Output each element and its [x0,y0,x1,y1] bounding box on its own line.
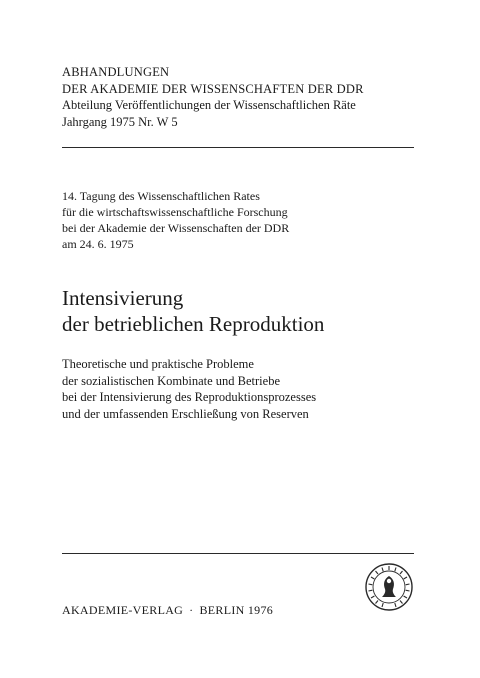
title-line-2: der betrieblichen Reproduktion [62,312,325,336]
subtitle-line-3: bei der Intensivierung des Reproduktionsprozesses [62,390,317,404]
top-divider [62,147,414,148]
title-line-1: Intensivierung [62,286,184,310]
publisher-separator: · [189,603,194,617]
subtitle-line-4: und der umfassenden Erschließung von Reserven [62,406,309,421]
publisher-seal-icon [364,562,414,612]
book-subtitle [62,356,316,422]
book-title [62,285,324,337]
meeting-info [62,188,289,252]
series-line-3: Abteilung Veröffentlichungen der Wissenschaftlichen Räte [62,98,356,112]
series-heading [62,64,364,130]
meeting-line-2: für die wirtschaftswissenschaftliche Forschung [62,205,288,219]
series-line-4: Jahrgang 1975 Nr. W 5 [62,114,178,129]
series-line-1: ABHANDLUNGEN [62,65,170,79]
publisher-place-year: BERLIN 1976 [199,603,274,617]
bottom-divider [62,553,414,554]
series-line-2: DER AKADEMIE DER WISSENSCHAFTEN DER DDR [62,81,364,96]
meeting-line-4: am 24. 6. 1975 [62,237,134,251]
publisher-line [62,602,273,618]
publisher-name: AKADEMIE-VERLAG [62,603,184,617]
meeting-line-1: 14. Tagung des Wissenschaftlichen Rates [62,189,260,203]
subtitle-line-1: Theoretische und praktische Probleme [62,357,254,371]
subtitle-line-2: der sozialistischen Kombinate und Betriebe [62,373,280,388]
meeting-line-3: bei der Akademie der Wissenschaften der DDR [62,221,290,235]
